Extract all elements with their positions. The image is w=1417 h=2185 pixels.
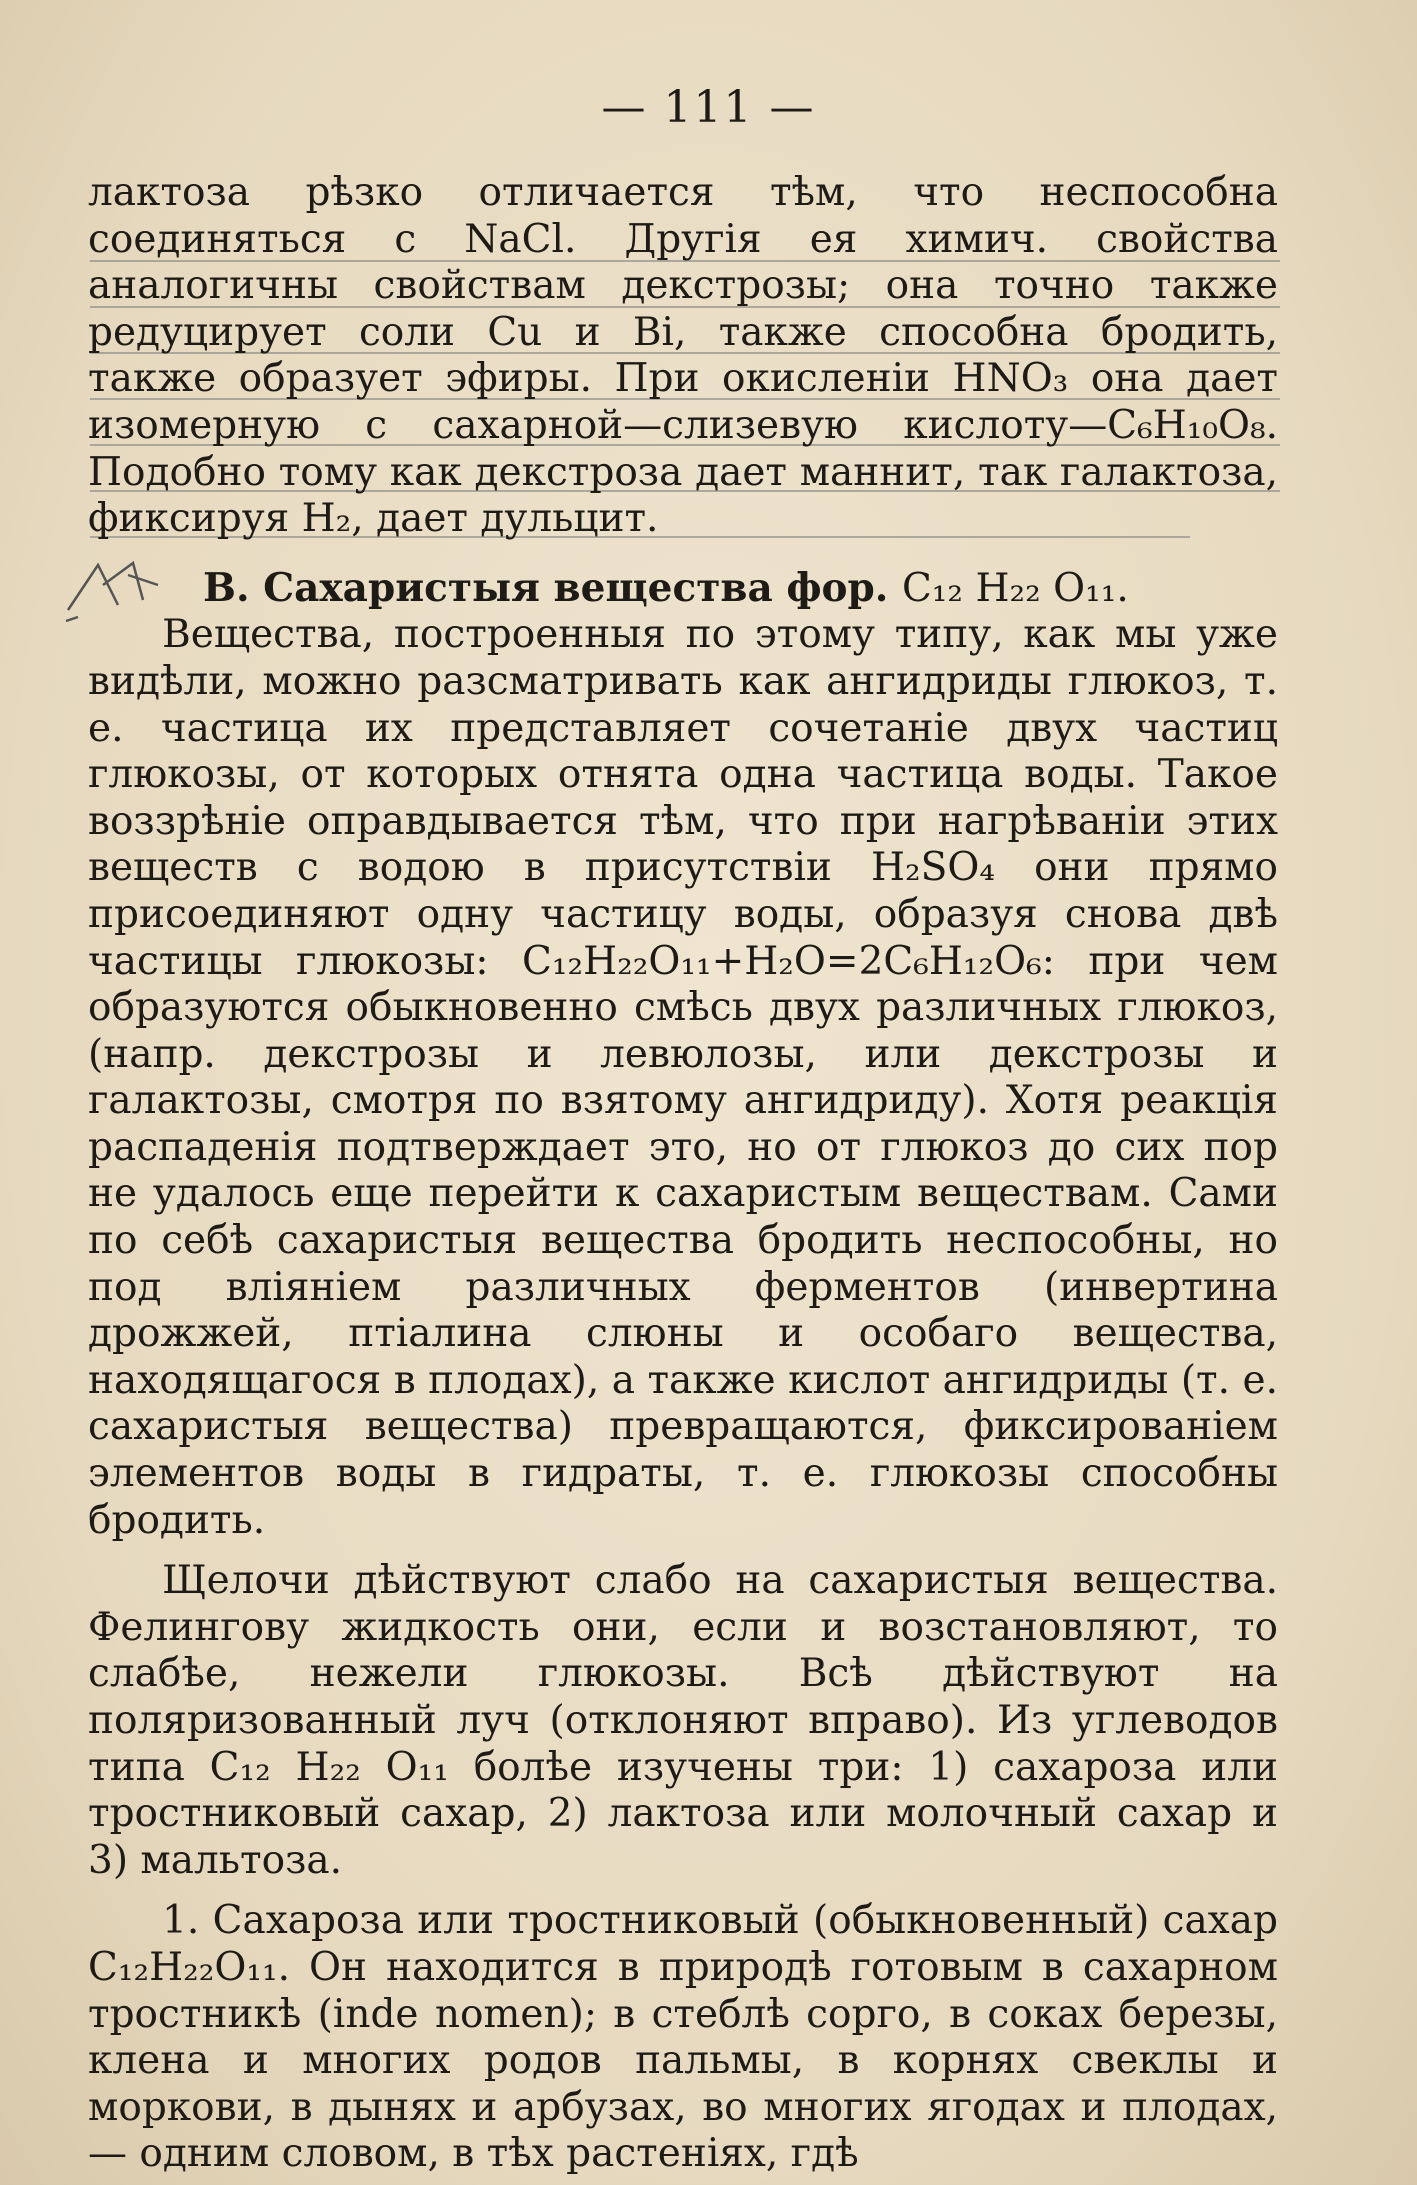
section-heading — [88, 565, 1278, 613]
paragraph-lactose-properties: лактоза рѣзко отличается тѣм, что неспособна соединяться с NaCl. Другiя ея химич. свойства аналогичны свойствам декстрозы; она точно также редуцирует соли Cu и Bi, также способна бродить, также образует эфиры. При окисленiи HNO₃ она дает изомерную с сахарной—слизевую кислоту—C₆H₁₀O₈. Подобно тому как декстроза дает маннит, так галактоза, фиксируя H₂, дает дульцит. — [88, 170, 1278, 542]
section-heading-label: B. Сахаристыя вещества фор. — [203, 564, 889, 611]
handwritten-mark-icon — [58, 555, 168, 625]
page-body — [88, 170, 1278, 2178]
paragraph-sucrose: 1. Сахароза или тростниковый (обыкновенный) сахар C₁₂H₂₂O₁₁. Он находится в природѣ готовым в сахарном тростникѣ (inde nomen); в стеблѣ сорго, в соках березы, клена и многих родов пальмы, в корнях свеклы и моркови, в дынях и арбузах, во многих ягодах и плодах, — одним словом, в тѣх растенiях, гдѣ — [88, 1898, 1278, 2177]
section-heading-formula: C₁₂ H₂₂ O₁₁. — [901, 565, 1129, 611]
paragraph-gap — [88, 1544, 1278, 1558]
page-number: — 111 — — [601, 82, 816, 133]
paragraph-alkali-action: Щелочи дѣйствуют слабо на сахаристыя вещества. Фелингову жидкость они, если и возстановляют, то слабѣе, нежели глюкозы. Всѣ дѣйствуют на поляризованный луч (отклоняют вправо). Из углеводов типа C₁₂ H₂₂ O₁₁ болѣе изучены три: 1) сахароза или тростниковый сахар, 2) лактоза или молочный сахар и 3) мальтоза. — [88, 1558, 1278, 1883]
paragraph-gap — [88, 1884, 1278, 1898]
paragraph-sugars-structure: Вещества, построенныя по этому типу, как мы уже видѣли, можно разсматривать как ангидриды глюкоз, т. е. частица их представляет сочетанiе двух частиц глюкозы, от которых отнята одна частица воды. Такое воззрѣнiе оправдывается тѣм, что при нагрѣванiи этих веществ с водою в присутствiи H₂SO₄ они прямо присоединяют одну частицу воды, образуя снова двѣ частицы глюкозы: C₁₂H₂₂O₁₁+H₂O=2C₆H₁₂O₆: при чем образуются обыкновенно смѣсь двух различных глюкоз, (напр. декстрозы и левюлозы, или декстрозы и галактозы, смотря по взятому ангидриду). Хотя реакцiя распаденiя подтверждает это, но от глюкоз до сих пор не удалось еще перейти к сахаристым веществам. Сами по себѣ сахаристыя вещества бродить неспособны, но под влiянiем различных ферментов (инвертина дрожжей, птiалина слюны и особаго вещества, находящагося в плодах), а также кислот ангидриды (т. е. сахаристыя вещества) превращаются, фиксированiем элементов воды в гидраты, т. е. глюкозы способны бродить. — [88, 612, 1278, 1543]
